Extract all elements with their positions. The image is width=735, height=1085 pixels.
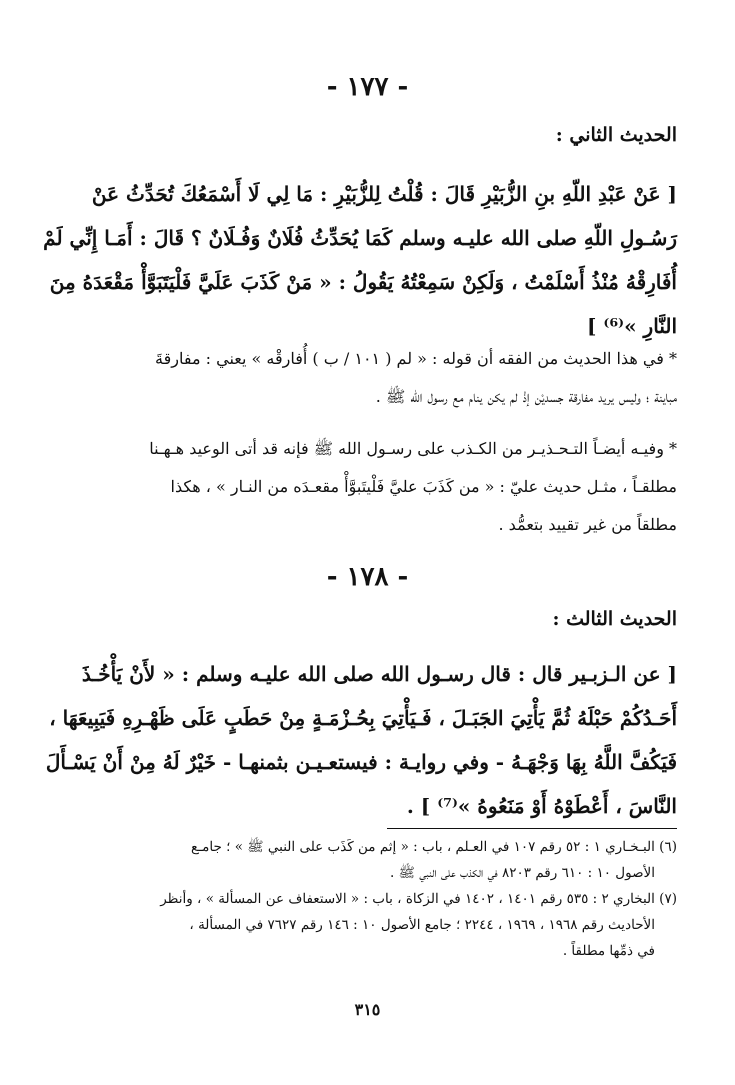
hadith-line: أَحَـدُكُمْ حَبْلَهُ ثُمَّ يَأْتِيَ الجَبَـلَ ، فَـيَأْتِيَ بِحُـزْمَـةٍ مِنْ حَطَبٍ عَلَى ظَهْـرِهِ فَيَبِيعَهَا ،: [49, 706, 677, 730]
hadith-line: أُفَارِقْهُ مُنْذُ أَسْلَمْتُ ، وَلَكِنْ سَمِعْتُهُ يَقُولُ : « مَنْ كَذَبَ عَلَيَّ فَلْيَتَبَوَّأْ مَقْعَدَهُ مِنَ: [49, 270, 677, 294]
footnotes: [62, 834, 677, 964]
footnote-line: (٧) البخاري ٢ : ٥٣٥ رقم ١٤٠١ ، ١٤٠٢ في الزكاة ، باب : « الاستعفاف عن المسألة » ، وأنظر: [160, 891, 677, 907]
commentary-paragraph: [62, 430, 677, 544]
hadith-line: رَسُـولِ اللّهِ صلى الله عليـه وسلم كَمَا يُحَدِّثُ فُلَانٌ وَفُـلَانٌ ؟ قَالَ : أَمَـا إِنِّي لَمْ: [43, 226, 677, 250]
commentary-line: مطلقاً من غير تقييد بتعمُّد .: [498, 515, 677, 534]
section-heading: الحديث الثاني :: [555, 124, 677, 146]
hadith-text: [43, 172, 677, 348]
commentary-line: مباينة ؛ وليس يريد مفارقة جسديْن إذْ لم يكن ينام مع رسول الله ﷺ .: [375, 387, 677, 406]
section-number: - ١٧٨ -: [326, 562, 409, 592]
hadith-text: [45, 652, 677, 828]
hadith-line: [ عن الـزبـير قال : قال رسـول الله صلى الله عليـه وسلم : « لأَنْ يَأْخُـذَ: [81, 662, 677, 686]
footnote-line: الأحاديث رقم ١٩٦٨ ، ١٩٦٩ ، ٢٢٤٤ ؛ جامع الأصول ١٠ : ١٤٦ رقم ٧٦٢٧ في المسألة ،: [189, 917, 655, 933]
hadith-line: النَّارِ »⁽⁶⁾ ]: [586, 314, 677, 338]
commentary-line: * وفيـه أيضـاً التـحـذيـر من الكـذب على رسـول الله ﷺ فإنه قد أتى الوعيد هـهـنا: [149, 439, 677, 458]
hadith-line: [ عَنْ عَبْدِ اللّهِ بنِ الزُّبَيْرِ قَالَ : قُلْتُ لِلزُّبَيْرِ : مَا لِي لَا أَسْمَعُكَ تُحَدِّثُ عَنْ: [91, 182, 677, 206]
footnote-line: في ذمِّها مطلقاً .: [562, 943, 655, 959]
section-number: - ١٧٧ -: [326, 72, 409, 102]
hadith-line: فَيَكُفَّ اللَّهُ بِهَا وَجْهَـهُ - وفي روايـة : فيستعـيـن بثمنهـا - خَيْرٌ لَهُ مِنْ أَنْ يَسْـأَلَ: [45, 750, 677, 774]
footnote-divider: [387, 828, 677, 829]
section-heading: الحديث الثالث :: [552, 608, 677, 630]
footnote-line: الأصول ١٠ : ٦١٠ رقم ٨٢٠٣ في الكذب على النبي ﷺ .: [390, 865, 655, 881]
footnote-line: (٦) البـخـاري ١ : ٥٢ رقم ١٠٧ في العـلم ، باب : « إثم من كَذَب على النبي ﷺ » ؛ جامـع: [191, 839, 677, 855]
hadith-line: النَّاسَ ، أَعْطَوْهُ أَوْ مَنَعُوهُ »⁽⁷⁾ ] .: [406, 794, 677, 818]
commentary-paragraph: [62, 340, 677, 416]
page-number: ٣١٥: [354, 1000, 381, 1019]
commentary-line: مطلقـاً ، مثـل حديث عليّ : « من كَذَبَ عليَّ فَلْيتَبوَّأْ مقعـدَه من النـار » ، هكذا: [170, 477, 677, 496]
commentary-line: * في هذا الحديث من الفقه أن قوله : « لم ( ١٠١ / ب ) أُفارقْه » يعني : مفارقةَ: [155, 349, 677, 368]
